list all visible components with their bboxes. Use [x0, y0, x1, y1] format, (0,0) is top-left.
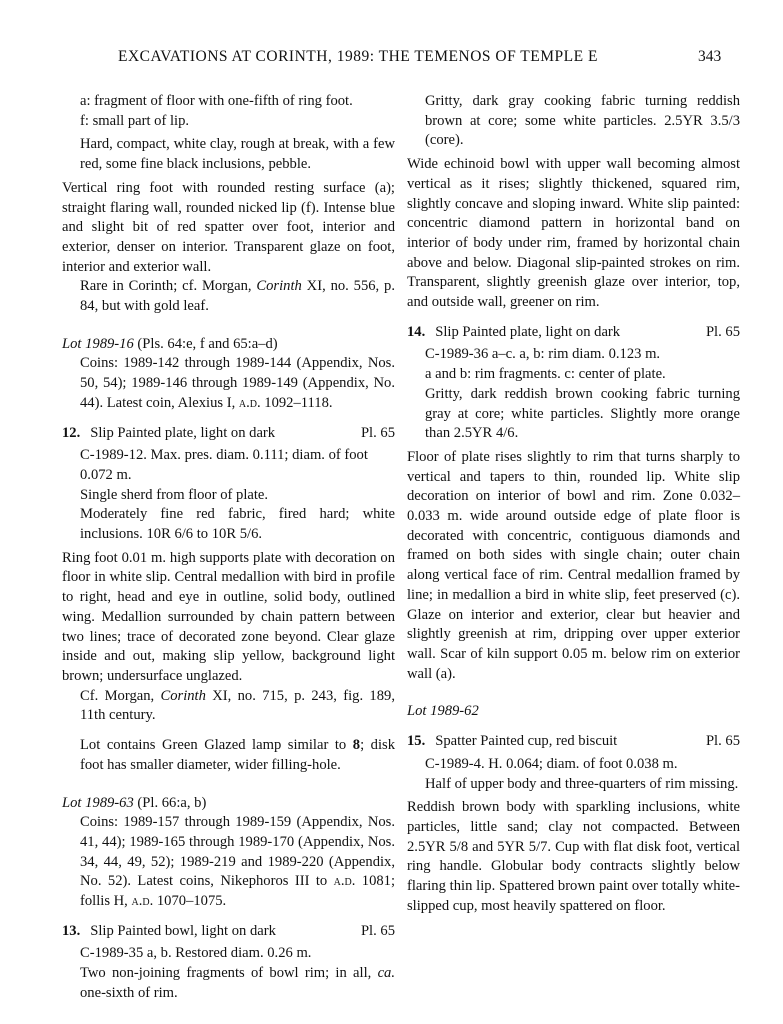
catalog-line: Two non-joining fragments of bowl rim; in all, ca. one-sixth of rim.	[80, 965, 395, 1001]
catalog-line: f: small part of lip.	[80, 112, 190, 129]
catalog-line: Single sherd from floor of plate.	[80, 486, 269, 503]
plate-reference: Pl. 65	[705, 323, 740, 340]
coins-list: Coins: 1989-142 through 1989-144 (Appendix, Nos. 50, 54); 1989-146 through 1989-149 (Appendix, No. 44). Latest coin, Alexius I, a.d. 1092–1118.	[80, 355, 395, 411]
lot-heading: Lot 1989-63 (Pl. 66:a, b)	[62, 794, 207, 811]
catalog-line: a and b: rim fragments. c: center of plate.	[425, 366, 666, 383]
running-head: EXCAVATIONS AT CORINTH, 1989: THE TEMENOS OF TEMPLE E	[118, 48, 598, 65]
catalog-number: 12.	[62, 424, 81, 441]
catalog-number: 15.	[407, 733, 426, 750]
catalog-entry-heading	[62, 424, 395, 444]
catalog-number: 14.	[407, 323, 426, 340]
catalog-line: a: fragment of floor with one-fifth of ring foot.	[80, 93, 353, 109]
catalog-title: Slip Painted bowl, light on dark	[90, 922, 276, 939]
catalog-title: Slip Painted plate, light on dark	[90, 424, 276, 441]
catalog-line: C-1989-4. H. 0.064; diam. of foot 0.038 m.	[425, 755, 678, 772]
shape-description: Wide echinoid bowl with upper wall becoming almost vertical as it rises; slightly thickened, squared rim, slightly concave and sloping inward. White slip painted: concentric diamond pattern in horizontal band on interior of body under rim, framed by horizontal chain above and below. Diagonal slip-painted strokes on rim. Transparent, slightly greenish glaze over interior, top, and outside wall, greener on rim.	[407, 156, 740, 311]
shape-description: Ring foot 0.01 m. high supports plate with decoration on floor in white slip. Central medallion with bird in profile to right, head and eye in outline, solid body, outlined wing. Medallion surrounded by chain pattern between two lines; trace of decorated zone beyond. Clear glaze inside and out, making slip yellow, background light brown; undersurface unglazed.	[62, 549, 395, 684]
lot-heading: Lot 1989-62	[407, 703, 479, 720]
catalog-number: 13.	[62, 922, 81, 939]
catalog-line: C-1989-35 a, b. Restored diam. 0.26 m.	[80, 945, 312, 962]
comparanda: Cf. Morgan, Corinth XI, no. 715, p. 243, fig. 189, 11th century.	[80, 687, 395, 724]
page-header	[0, 48, 783, 74]
left-column	[62, 92, 395, 1004]
plate-reference: Pl. 65	[360, 424, 395, 441]
plate-reference: Pl. 65	[360, 922, 395, 939]
comparanda: Rare in Corinth; cf. Morgan, Corinth XI, no. 556, p. 84, but with gold leaf.	[80, 278, 395, 315]
shape-description: Vertical ring foot with rounded resting surface (a); straight flaring wall, rounded nicked lip (f). Intense blue and slight bit of red spatter over foot, interior and exterior, denser on interior. Transparent glaze on foot, interior and exterior wall.	[62, 179, 395, 275]
catalog-entry-heading	[62, 922, 395, 942]
plate-reference: Pl. 65	[705, 733, 740, 750]
catalog-line: C-1989-12. Max. pres. diam. 0.111; diam. of foot 0.072 m.	[80, 447, 368, 483]
coins-list: Coins: 1989-157 through 1989-159 (Appendix, Nos. 41, 44); 1989-165 through 1989-170 (Appendix, Nos. 34, 44, 49, 52); 1989-219 and 1989-220 (Appendix, No. 52). Latest coins, Nikephoros III to a.d. 1081; follis H, a.d. 1070–1075.	[80, 814, 396, 910]
catalog-title: Slip Painted plate, light on dark	[435, 323, 621, 340]
lot-heading: Lot 1989-16 (Pls. 64:e, f and 65:a–d)	[62, 335, 278, 352]
catalog-line: C-1989-36 a–c. a, b: rim diam. 0.123 m.	[425, 346, 661, 363]
catalog-title: Spatter Painted cup, red biscuit	[435, 733, 618, 750]
catalog-line: Half of upper body and three-quarters of rim missing.	[425, 775, 739, 792]
catalog-entry-heading	[407, 732, 740, 752]
lot-note: Lot contains Green Glazed lamp similar to 8; disk foot has smaller diameter, wider filling-hole.	[80, 737, 395, 773]
catalog-entry-heading	[407, 323, 740, 343]
fabric-description: Hard, compact, white clay, rough at break, with a few red, some fine black inclusions, pebble.	[80, 136, 395, 173]
shape-description: Floor of plate rises slightly to rim that turns sharply to vertical and tapers to thin, rounded lip. White slip decoration on interior of bowl and rim. Zone 0.032–0.033 m. wide around outside edge of plate floor is decorated with concentric, contiguous diamonds and framed on both sides with single chain; outer chain along vertical face of rim. Central medallion framed by line; in medallion a bird in white slip, feet preserved (c). Glaze on interior and exterior, clear but heavier and slightly greenish at rim, dripping over upper exterior wall. Scar of kiln support 0.05 m. below rim on exterior wall (a).	[407, 448, 740, 682]
fabric-description: Gritty, dark gray cooking fabric turning reddish brown at core; some white particles. 2.5YR 3.5/3 (core).	[425, 93, 740, 149]
page-number: 343	[698, 48, 722, 65]
catalog-line: Gritty, dark reddish brown cooking fabric turning gray at core; white particles. Slightly more orange than 2.5YR 4/6.	[425, 385, 740, 442]
shape-description: Reddish brown body with sparkling inclusions, white particles, little sand; clay not compacted. Between 2.5YR 5/8 and 5YR 5/7. Cup with flat disk foot, vertical ring handle. Globular body contracts slightly below flaring thin lip. Spattered brown paint over totally white-slipped cup, most heavily spattered on floor.	[407, 799, 740, 914]
catalog-line: Moderately fine red fabric, fired hard; white inclusions. 10R 6/6 to 10R 5/6.	[80, 506, 395, 543]
right-column	[407, 92, 740, 916]
